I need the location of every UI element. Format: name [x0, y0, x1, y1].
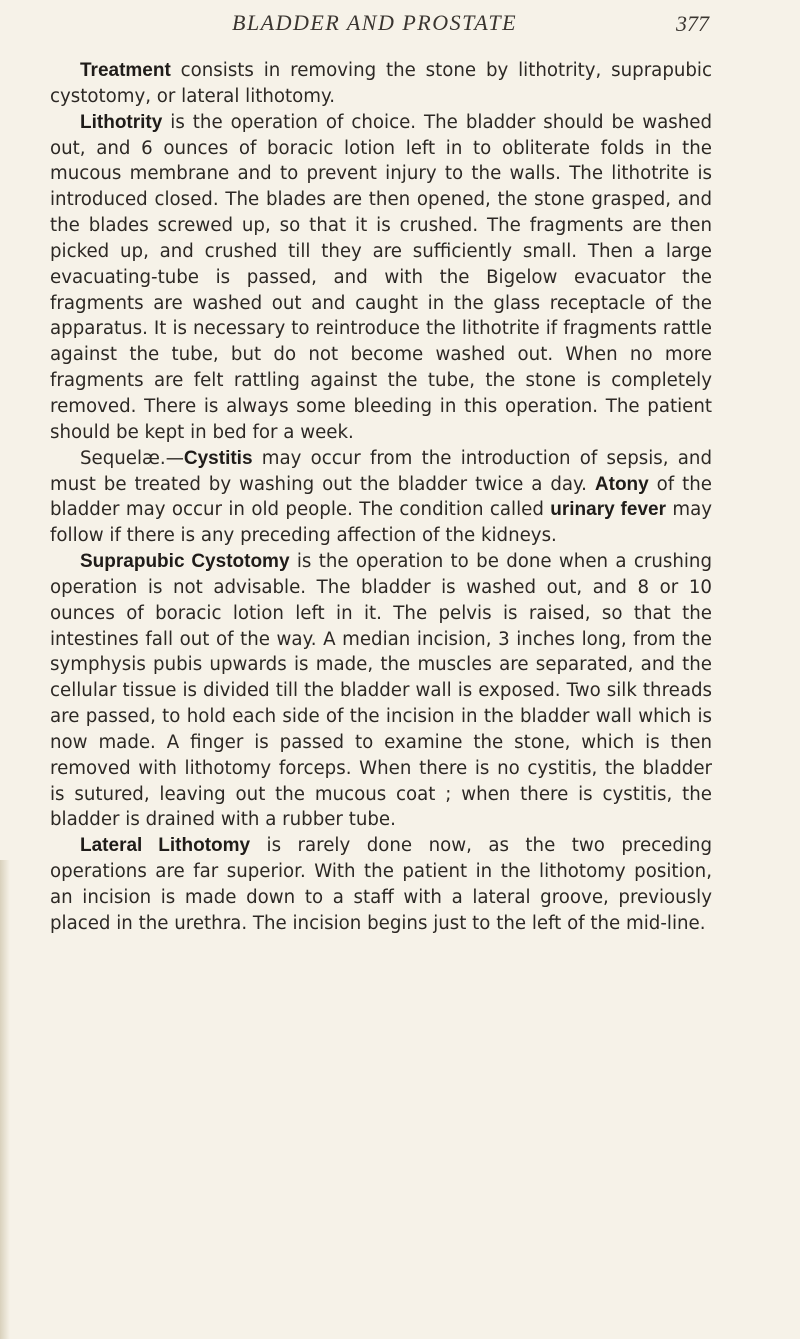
term-treatment: Treatment [80, 60, 171, 81]
sequelae-lead: Sequelæ.— [80, 447, 184, 469]
paragraph-text: is the operation to be done when a crushing operation is not advisable. The bladder is washed out, and 8 or 10 ounces of boracic lotion left in it. The pelvis is raised, so that the intestines fall out of the way. A median incision, 3 inches long, from the symphysis pubis upwards is made, the muscles are separated, and the cellular tissue is divided till the bladder wall is exposed. Two silk threads are passed, to hold each side of the incision in the bladder wall which is now made. A finger is passed to examine the stone, which is then removed with lithotomy forceps. When there is no cystitis, the bladder is sutured, leaving out the mucous coat ; when there is cystitis, the bladder is drained with a rubber tube. [50, 551, 712, 831]
running-title: BLADDER AND PROSTATE [232, 10, 518, 35]
paragraph-text: is the operation of choice. The bladder should be washed out, and 6 ounces of boracic lotion left in to obliterate folds in the mucous membrane and to prevent injury to the walls. The lithotrite is introduced closed. The blades are then opened, the stone grasped, and the blades screwed up, so that it is crushed. The fragments are then picked up, and crushed till they are sufficiently small. Then a large evacuating-tube is passed, and with the Bigelow evacuator the fragments are washed out and caught in the glass receptacle of the apparatus. It is necessary to reintroduce the lithotrite if fragments rattle against the tube, but do not become washed out. When no more fragments are felt rattling against the tube, the stone is completely removed. There is always some bleeding in this operation. The patient should be kept in bed for a week. [50, 111, 712, 443]
body-text [50, 58, 712, 937]
paragraph-text: of the bladder may occur in old people. The condition called [50, 473, 712, 521]
term-lateral-lithotomy: Lateral Lithotomy [80, 835, 251, 857]
term-atony: Atony [594, 473, 649, 495]
paragraph-suprapubic-cystotomy [50, 549, 712, 833]
page-edge-shadow [0, 860, 10, 1339]
paragraph-sequelae [50, 446, 712, 549]
paragraph-text: consists in removing the stone by lithotrity, suprapubic cystotomy, or lateral lithotomy. [50, 60, 712, 107]
paragraph-lithotrity [50, 110, 712, 446]
term-suprapubic-cystotomy: Suprapubic Cystotomy [80, 551, 290, 573]
running-head [0, 8, 800, 44]
page-number: 377 [676, 11, 709, 36]
term-lithotrity: Lithotrity [80, 111, 163, 133]
paragraph-treatment [50, 58, 712, 110]
term-cystitis: Cystitis [183, 447, 253, 469]
paragraph-text: may follow if there is any preceding affection of the kidneys. [50, 499, 712, 547]
paragraph-text: may occur from the introduction of sepsis, and must be treated by washing out the bladder twice a day. [50, 447, 712, 495]
term-urinary-fever: urinary fever [550, 499, 666, 521]
paragraph-lateral-lithotomy [50, 833, 712, 936]
paragraph-text: is rarely done now, as the two preceding operations are far superior. With the patient in the lithotomy position, an incision is made down to a staff with a lateral groove, previously placed in the urethra. The incision begins just to the left of the mid-line. [50, 835, 712, 934]
